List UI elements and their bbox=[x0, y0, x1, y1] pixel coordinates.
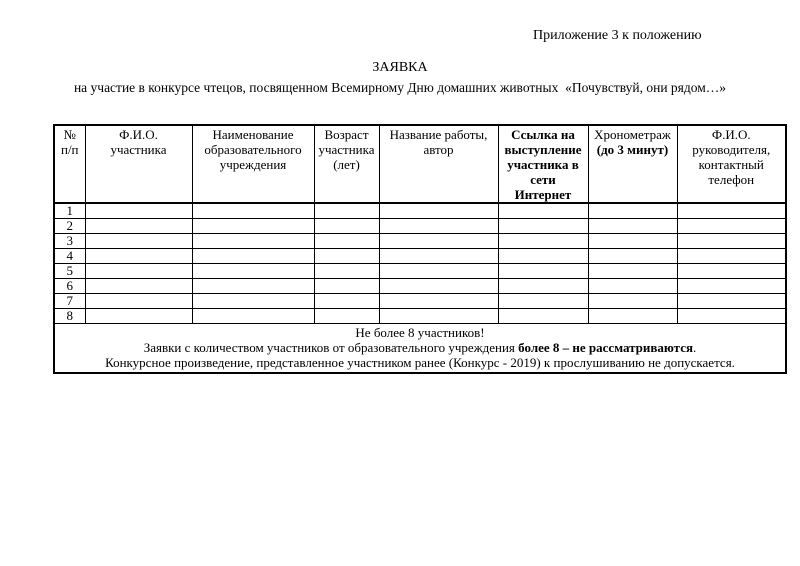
empty-cell bbox=[379, 264, 498, 279]
empty-cell bbox=[192, 264, 314, 279]
empty-cell bbox=[498, 219, 588, 234]
empty-cell bbox=[314, 203, 379, 219]
empty-cell bbox=[314, 249, 379, 264]
empty-cell bbox=[192, 219, 314, 234]
empty-cell bbox=[498, 309, 588, 324]
col-header-timing bbox=[588, 125, 677, 203]
empty-cell bbox=[85, 249, 192, 264]
row-number-cell: 7 bbox=[54, 294, 85, 309]
empty-cell bbox=[677, 219, 786, 234]
page-subtitle: на участие в конкурсе чтецов, посвященном Всемирному Дню домашних животных «Почувствуй, они рядом…» bbox=[73, 80, 727, 95]
footer-note-line1: Не более 8 участников! bbox=[355, 325, 485, 340]
document-page bbox=[0, 27, 800, 374]
empty-cell bbox=[498, 294, 588, 309]
table-row bbox=[54, 203, 786, 219]
empty-cell bbox=[192, 279, 314, 294]
table-row bbox=[54, 264, 786, 279]
row-number-cell: 5 bbox=[54, 264, 85, 279]
empty-cell bbox=[85, 279, 192, 294]
empty-cell bbox=[379, 203, 498, 219]
row-number-cell: 2 bbox=[54, 219, 85, 234]
table-row bbox=[54, 279, 786, 294]
empty-cell bbox=[588, 294, 677, 309]
empty-cell bbox=[677, 279, 786, 294]
table-row bbox=[54, 249, 786, 264]
table-header-row bbox=[54, 125, 786, 203]
empty-cell bbox=[314, 234, 379, 249]
empty-cell bbox=[677, 294, 786, 309]
empty-cell bbox=[677, 264, 786, 279]
empty-cell bbox=[85, 294, 192, 309]
empty-cell bbox=[677, 203, 786, 219]
table-row bbox=[54, 234, 786, 249]
row-number-cell: 4 bbox=[54, 249, 85, 264]
col-header-supervisor: Ф.И.О. руководителя, контактный телефон bbox=[677, 125, 786, 203]
empty-cell bbox=[314, 309, 379, 324]
col-header-institution: Наименование образовательного учреждения bbox=[192, 125, 314, 203]
empty-cell bbox=[85, 309, 192, 324]
empty-cell bbox=[379, 279, 498, 294]
empty-cell bbox=[85, 234, 192, 249]
table-footer-row bbox=[54, 324, 786, 374]
col-header-work-title: Название работы, автор bbox=[379, 125, 498, 203]
empty-cell bbox=[314, 279, 379, 294]
table-row bbox=[54, 294, 786, 309]
empty-cell bbox=[192, 249, 314, 264]
empty-cell bbox=[379, 309, 498, 324]
empty-cell bbox=[588, 219, 677, 234]
empty-cell bbox=[498, 249, 588, 264]
empty-cell bbox=[588, 249, 677, 264]
col-header-timing-line1: Хронометраж bbox=[594, 127, 671, 142]
empty-cell bbox=[85, 264, 192, 279]
empty-cell bbox=[498, 279, 588, 294]
footer-note-line2 bbox=[57, 340, 783, 355]
empty-cell bbox=[588, 203, 677, 219]
empty-cell bbox=[192, 234, 314, 249]
table-row bbox=[54, 219, 786, 234]
col-header-age: Возраст участника (лет) bbox=[314, 125, 379, 203]
table-footer-note bbox=[54, 324, 786, 374]
col-header-participant-name: Ф.И.О. участника bbox=[85, 125, 192, 203]
application-table bbox=[53, 124, 787, 374]
empty-cell bbox=[677, 234, 786, 249]
empty-cell bbox=[192, 294, 314, 309]
col-header-number: № п/п bbox=[54, 125, 85, 203]
empty-cell bbox=[498, 203, 588, 219]
empty-cell bbox=[588, 264, 677, 279]
empty-cell bbox=[379, 294, 498, 309]
empty-cell bbox=[379, 219, 498, 234]
row-number-cell: 1 bbox=[54, 203, 85, 219]
empty-cell bbox=[314, 294, 379, 309]
empty-cell bbox=[588, 309, 677, 324]
footer-note-line2-tail: . bbox=[693, 340, 697, 355]
empty-cell bbox=[192, 203, 314, 219]
empty-cell bbox=[677, 309, 786, 324]
footer-note-line2-bold: более 8 – не рассматриваются bbox=[518, 340, 694, 355]
empty-cell bbox=[588, 279, 677, 294]
empty-cell bbox=[498, 234, 588, 249]
footer-note-line3: Конкурсное произведение, представленное участником ранее (Конкурс - 2019) к прослушиванию не допускается. bbox=[105, 355, 735, 370]
col-header-performance-link: Ссылка на выступление участника в сети Интернет bbox=[498, 125, 588, 203]
footer-note-line2-text: Заявки с количеством участников от образовательного учреждения bbox=[143, 340, 519, 355]
empty-cell bbox=[314, 219, 379, 234]
page-title: ЗАЯВКА bbox=[372, 60, 428, 75]
row-number-cell: 6 bbox=[54, 279, 85, 294]
empty-cell bbox=[192, 309, 314, 324]
col-header-timing-line2: (до 3 минут) bbox=[596, 142, 669, 157]
empty-cell bbox=[498, 264, 588, 279]
empty-cell bbox=[677, 249, 786, 264]
row-number-cell: 8 bbox=[54, 309, 85, 324]
row-number-cell: 3 bbox=[54, 234, 85, 249]
annex-note: Приложение 3 к положению bbox=[533, 28, 702, 43]
empty-cell bbox=[85, 203, 192, 219]
empty-cell bbox=[379, 234, 498, 249]
empty-cell bbox=[314, 264, 379, 279]
empty-cell bbox=[379, 249, 498, 264]
table-row bbox=[54, 309, 786, 324]
empty-cell bbox=[588, 234, 677, 249]
empty-cell bbox=[85, 219, 192, 234]
